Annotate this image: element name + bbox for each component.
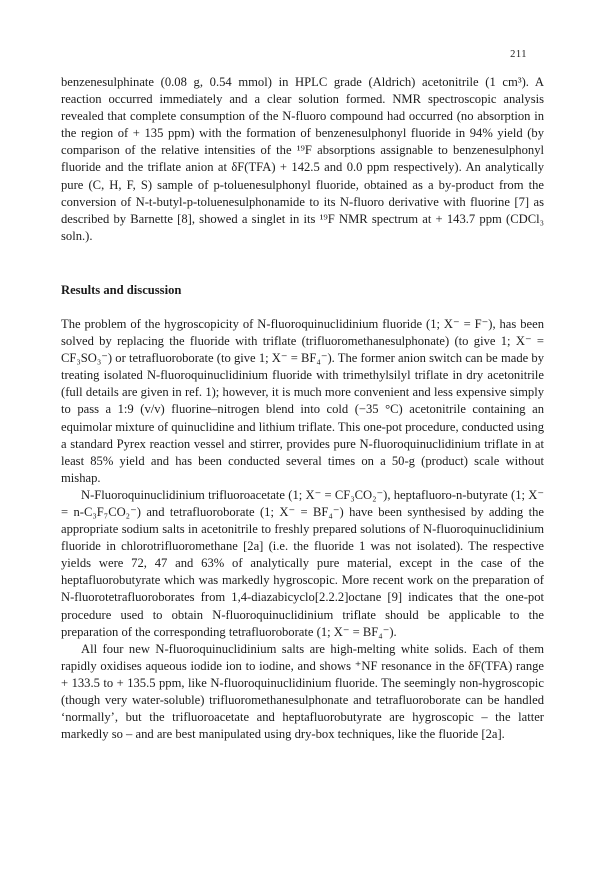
page-body [61,74,544,743]
paragraph-properties: All four new N-fluoroquinuclidinium salts are high-melting white solids. Each of them rapidly oxidises aqueous iodide ion to iodine, and shows ⁺NF resonance in the δF(TFA) range + 133.5 to + 135.5 ppm, like N-fluoroquinuclidinium fluoride. The seemingly non-hygroscopic (though very water-soluble) trifluoromethanesulphonate and tetrafluoroborate can be handled ‘normally’, but the trifluoroacetate and heptafluorobutyrate are hygroscopic – the latter markedly so – and are best manipulated using dry-box techniques, like the fluoride [2a]. [61,641,544,742]
intro-paragraph: benzenesulphinate (0.08 g, 0.54 mmol) in HPLC grade (Aldrich) acetonitrile (1 cm³). A reaction occurred immediately and a clear solution formed. NMR spectroscopic analysis revealed that complete consumption of the N-fluoro compound had occurred (no absorption in the region of + 135 ppm) with the formation of benzenesulphonyl fluoride in 94% yield (by comparison of the relative intensities of the ¹⁹F absorptions assignable to benzenesulphonyl fluoride and the triflate anion at δF(TFA) + 142.5 and 0.0 ppm respectively). An analytically pure (C, H, F, S) sample of p-toluenesulphonyl fluoride, obtained as a by-product from the conversion of N-t-butyl-p-toluenesulphonamide to its N-fluoro derivative with fluorine [7] as described by Barnette [8], showed a singlet in its ¹⁹F NMR spectrum at + 143.7 ppm (CDCl₃ soln.). [61,75,544,243]
page-number: 211 [510,49,527,60]
section-heading: Results and discussion [61,282,182,297]
paragraph-synthesis: N-Fluoroquinuclidinium trifluoroacetate (1; X⁻ = CF₃CO₂⁻), heptafluoro-n-butyrate (1; X⁻ = n-C₃F₇CO₂⁻) and tetrafluoroborate (1; X⁻ = BF₄⁻) have been synthesised by adding the appropriate sodium salts in acetonitrile to freshly prepared solutions of N-fluoroquinuclidinium fluoride in chlorotrifluoromethane [2a] (i.e. the fluoride 1 was not isolated). The respective yields were 72, 47 and 63% of analytically pure material, except in the case of the heptafluorobutyrate which was markedly hygroscopic. More recent work on the preparation of N-fluorotetrafluoroborates from 1,4-diazabicyclo[2.2.2]octane [9] indicates that the one-pot procedure used to obtain N-fluoroquinuclidinium triflate should be applicable to the preparation of the corresponding tetrafluoroborate (1; X⁻ = BF₄⁻). [61,487,544,639]
paragraph-hygroscopicity: The problem of the hygroscopicity of N-fluoroquinuclidinium fluoride (1; X⁻ = F⁻), has been solved by replacing the fluoride with triflate (trifluoromethanesulphonate) (to give 1; X⁻ = CF₃SO₃⁻) or tetrafluoroborate (to give 1; X⁻ = BF₄⁻). The former anion switch can be made by treating isolated N-fluoroquinuclidinium fluoride with trimethylsilyl triflate in dry acetonitrile (full details are given in ref. 1); however, it is much more convenient and less expensive simply to pass a 1:9 (v/v) fluorine–nitrogen blend into cold (−35 °C) acetonitrile containing an equimolar mixture of quinuclidine and lithium triflate. This one-pot procedure, conducted using a standard Pyrex reaction vessel and stirrer, provides pure N-fluoroquinuclidinium triflate in at least 85% yield and has been conducted several times on a 50-g (product) scale without mishap. [61,316,544,485]
